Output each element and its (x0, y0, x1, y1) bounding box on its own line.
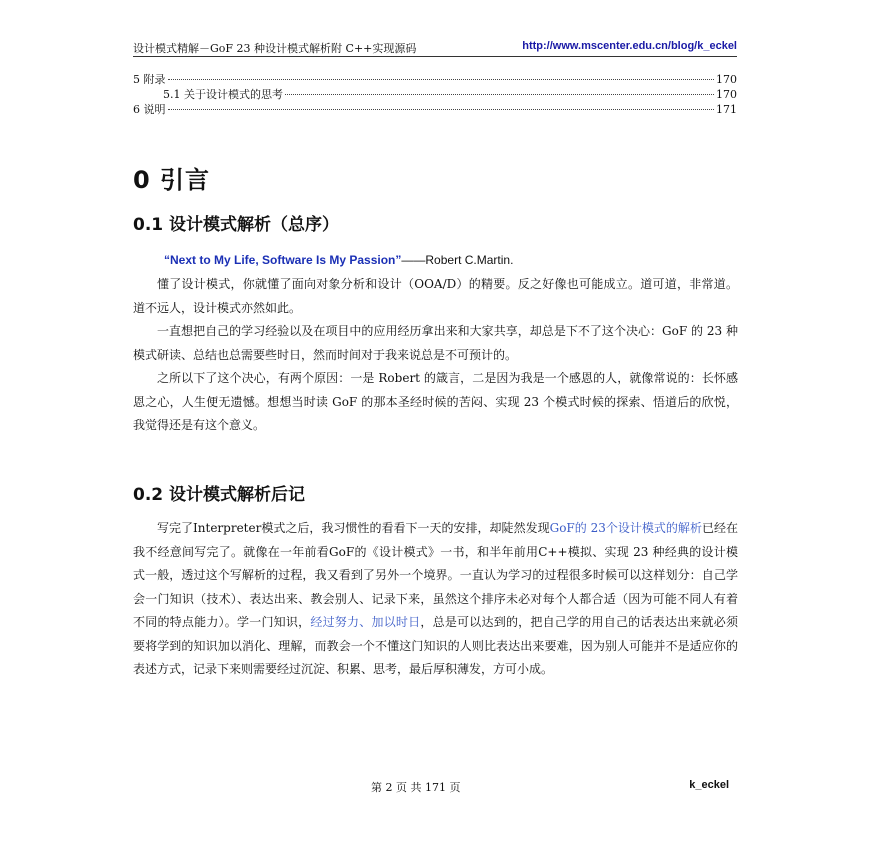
toc-entry-label: 5 附录 (133, 73, 166, 86)
toc-entry-page: 170 (716, 88, 737, 101)
header-url-link[interactable]: http://www.mscenter.edu.cn/blog/k_eckel (522, 40, 737, 52)
toc-leader-dots (285, 94, 714, 95)
epigraph-quote: “Next to My Life, Software Is My Passion” (164, 253, 402, 267)
toc-entry-label: 6 说明 (133, 103, 166, 116)
toc-entry[interactable] (133, 87, 737, 102)
effort-link[interactable]: 经过努力、加以时日 (310, 615, 421, 629)
chapter-title: 0 引言 (133, 166, 211, 194)
paragraph: 懂了设计模式，你就懂了面向对象分析和设计（OOA/D）的精要。反之好像也可能成立。道可道，非常道。道不远人，设计模式亦然如此。 (133, 277, 738, 315)
section1-body (133, 273, 738, 438)
toc-entry[interactable] (133, 72, 737, 87)
header-title: 设计模式精解－GoF 23 种设计模式解析附 C++实现源码 (133, 42, 417, 55)
toc-entry-label: 5.1 关于设计模式的思考 (163, 88, 283, 101)
toc-entry-page: 171 (716, 103, 737, 116)
footer-author: k_eckel (689, 779, 729, 791)
toc-leader-dots (168, 109, 715, 110)
paragraph-text: 已经在我不经意间写完了。就像在一年前看GoF的《设计模式》一书，和半年前用C++模拟、实现 23 种经典的设计模式一般，透过这个写解析的过程，我又看到了另外一个境界。一直认为学习的过程很多时候可以这样划分：自己学会一门知识（技术）、表达出来、教会别人、记录下来，虽然这个排序未必对每个人都合适（因为可能不同人有着不同的特点能力）。学一门知识， (133, 521, 738, 629)
section2-body (133, 517, 738, 682)
paragraph-text: 写完了Interpreter模式之后，我习惯性的看看下一天的安排，却陡然发现 (157, 521, 550, 535)
paragraph-text: ，总是可以达到的，把自己学的用自己的话表达出来就必须要将学到的知识加以消化、理解，而教会一个不懂这门知识的人则比表达出来要难，因为别人可能并不是适应你的表述方式，记录下来则需要经过沉淀、积累、思考，最后厚积薄发，方可小成。 (133, 615, 738, 676)
page-footer (133, 779, 737, 795)
gof-patterns-link[interactable]: GoF的 23个设计模式的解析 (549, 521, 702, 535)
table-of-contents (133, 72, 737, 117)
paragraph (133, 517, 738, 682)
toc-entry-page: 170 (716, 73, 737, 86)
epigraph-author: ——Robert C.Martin. (401, 253, 514, 267)
section-heading: 0.1 设计模式解析（总序） (133, 215, 340, 235)
toc-leader-dots (168, 79, 715, 80)
page-header (133, 40, 737, 57)
paragraph: 一直想把自己的学习经验以及在项目中的应用经历拿出来和大家共享，却总是下不了这个决心：GoF 的 23 种模式研读、总结也总需要些时日，然而时间对于我来说总是不可预计的。 (133, 324, 738, 362)
section-heading: 0.2 设计模式解析后记 (133, 485, 306, 505)
page-number: 第 2 页 共 171 页 (371, 781, 461, 794)
paragraph: 之所以下了这个决心，有两个原因：一是 Robert 的箴言，二是因为我是一个感恩的人，就像常说的：长怀感恩之心，人生便无遗憾。想想当时读 GoF 的那本圣经时候的苦闷、实现 23 个模式时候的探索、悟道后的欣悦，我觉得还是有这个意义。 (133, 371, 738, 432)
epigraph (164, 253, 513, 267)
toc-entry[interactable] (133, 102, 737, 117)
